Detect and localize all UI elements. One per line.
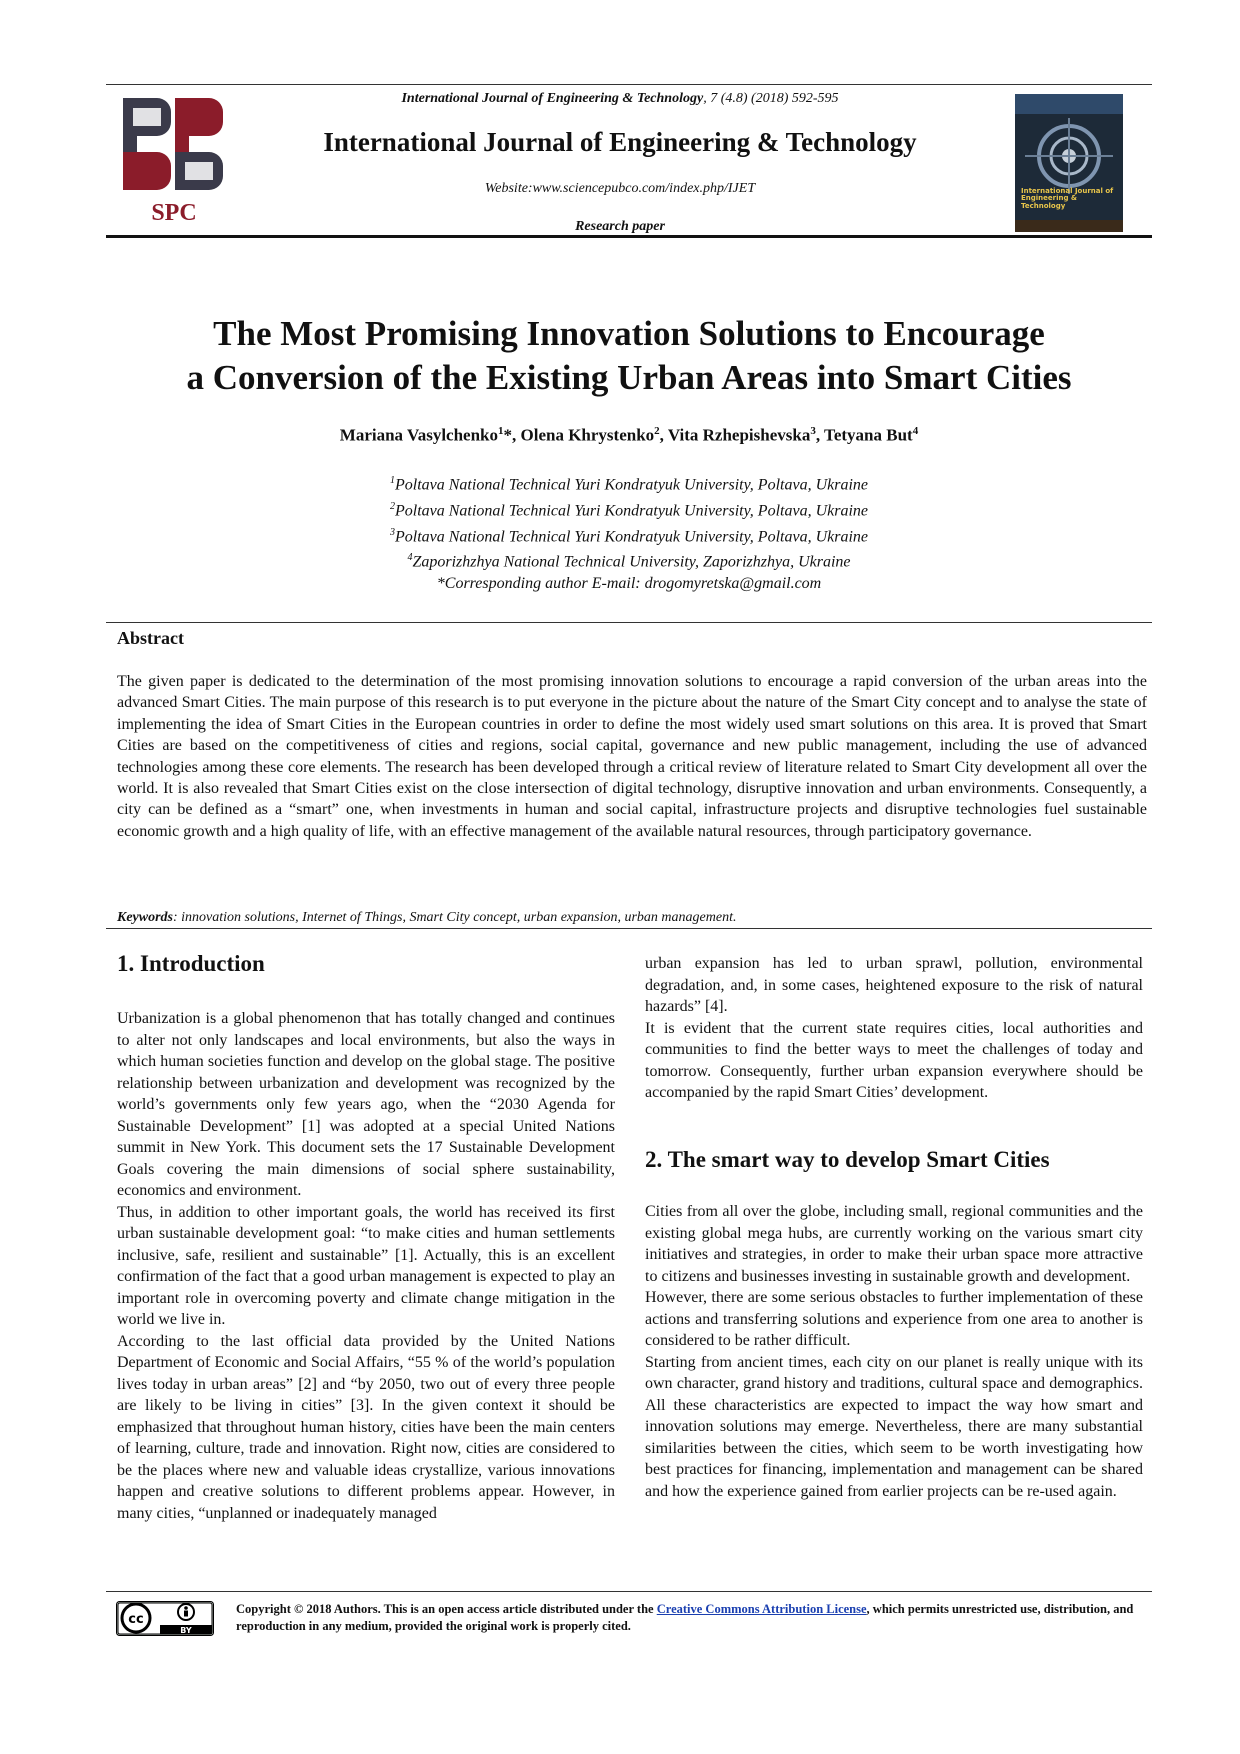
author: Olena Khrystenko xyxy=(520,425,655,445)
left-column xyxy=(117,1008,615,1524)
affiliation: $^2$Poltava National Technical Yuri Kondratyuk University, Poltava, Ukraine xyxy=(389,500,868,520)
cover-title: International Journal of Engineering & Technology xyxy=(1021,186,1114,210)
section-heading-smart-way: 2. The smart way to develop Smart Cities xyxy=(645,1147,1050,1172)
copyright-notice: Copyright © 2018 Authors. This is an open access article distributed under the Creative Commons Attribution License, which permits unrestricted use, distribution, and reproduction in any medium, provided the original work is properly cited. xyxy=(236,1602,1134,1633)
license-link[interactable]: Creative Commons Attribution License xyxy=(656,1602,867,1616)
affiliation: $^1$Poltava National Technical Yuri Kondratyuk University, Poltava, Ukraine xyxy=(389,475,868,494)
svg-text:BY: BY xyxy=(180,1626,192,1635)
journal-citation xyxy=(240,91,1000,107)
paragraph: According to the last official data provided by the United Nations Department of Economic and Social Affairs, “55 % of the world’s population lives today in urban areas” [2] and “by 2050, two out of every three people are likely to be living in cities” [3]. In the given context it should be emphasized that throughout human history, cities have been the main centers of learning, culture, trade and innovation. Right now, cities are considered to be the places where new and valuable ideas crystallize, various innovations happen and creative solutions to different problems appear. However, in many cities, “unplanned or inadequately managed xyxy=(117,1332,615,1522)
publisher-logo xyxy=(115,92,233,228)
journal-cover-image xyxy=(1015,94,1123,232)
paragraph: Cities from all over the globe, including small, regional communities and the existing global mega hubs, are currently working on the various smart city initiatives and strategies, in order to make their urban space more attractive to citizens and businesses investing in sustainable growth and development. xyxy=(645,1203,1143,1285)
citation-volume: , 7 (4.8) (2018) 592-595 xyxy=(703,91,839,106)
keywords-text: : innovation solutions, Internet of Things, Smart City concept, urban expansion, urban management. xyxy=(173,910,737,925)
keywords-rule xyxy=(106,928,1152,929)
affiliation: $^3$Poltava National Technical Yuri Kondratyuk University, Poltava, Ukraine xyxy=(389,526,868,545)
citation-journal: International Journal of Engineering & Technology xyxy=(401,91,704,106)
author-list: Mariana Vasylchenko$^1$*, Olena Khrystenko$^2$, Vita Rzhepishevska$^3$, Tetyana But$^4$ xyxy=(339,425,919,445)
right-column-top xyxy=(645,953,1143,1104)
section-heading-introduction: 1. Introduction xyxy=(117,951,265,976)
paragraph: Starting from ancient times, each city on our planet is really unique with its own character, grand history and traditions, cultural space and demographics. All these characteristics are expected to impact the way how smart and innovation solutions may emerge. Nevertheless, there are many substantial similarities between the cities, which seem to be worth investigating how best practices for financing, implementation and management can be shared and how the experience gained from earlier projects can be re-used again. xyxy=(645,1353,1143,1500)
logo-text: SPC xyxy=(151,200,197,226)
abstract-top-rule xyxy=(106,622,1152,623)
abstract-heading: Abstract xyxy=(117,628,184,648)
author: Tetyana But xyxy=(824,425,913,445)
svg-text:cc: cc xyxy=(128,1612,144,1627)
paragraph: It is evident that the current state requires cities, local authorities and communities to find the better ways to meet the challenges of today and tomorrow. Consequently, further urban expansion everywhere should be accompanied by the rapid Smart Cities’ development. xyxy=(645,1019,1143,1101)
header-top-rule xyxy=(106,84,1152,85)
title-line-2: a Conversion of the Existing Urban Areas into Smart Cities xyxy=(186,358,1072,397)
affiliation: $^4$Zaporizhzhya National Technical University, Zaporizhzhya, Ukraine xyxy=(407,552,851,571)
paragraph: Thus, in addition to other important goals, the world has received its first urban sustainable development goal: “to make cities and human settlements inclusive, safe, resilient and sustainable” [1]. Actually, this is an excellent confirmation of the fact that a good urban management is expected to play an important role in overcoming poverty and climate change mitigation in the world we live in. xyxy=(117,1203,615,1328)
footer-rule xyxy=(106,1591,1152,1592)
paper-type: Research paper xyxy=(575,219,665,234)
keywords xyxy=(117,910,1147,926)
author: Mariana Vasylchenko xyxy=(339,425,499,445)
journal-website[interactable]: Website:www.sciencepubco.com/index.php/IJET xyxy=(484,181,756,196)
header-bottom-rule xyxy=(106,235,1152,238)
paragraph: Urbanization is a global phenomenon that has totally changed and continues to alter not only landscapes and local environments, but also the ways in which human societies function and develop on the global stage. The positive relationship between urbanization and development was recognized by the world’s governments only few years ago, when the “2030 Agenda for Sustainable Development” [1] was adopted at a special United Nations summit in New York. This document sets the 17 Sustainable Development Goals covering the main dimensions of social sphere sustainability, economics and environment. xyxy=(117,1010,615,1199)
affiliation-list xyxy=(106,470,1152,595)
author: Vita Rzhepishevska xyxy=(667,425,811,445)
paragraph: However, there are some serious obstacles to further implementation of these actions and transferring solutions and experience from one area to another is considered to be rather difficult. xyxy=(645,1289,1143,1349)
right-column-section-2 xyxy=(645,1201,1143,1502)
corresponding-author: *Corresponding author E-mail: drogomyretska@gmail.com xyxy=(436,575,822,593)
title-line-1: The Most Promising Innovation Solutions to Encourage xyxy=(213,314,1045,353)
paragraph: urban expansion has led to urban sprawl, pollution, environmental degradation, and, in some cases, heightened exposure to the risk of natural hazards” [4]. xyxy=(645,955,1143,1015)
abstract-text: The given paper is dedicated to the determination of the most promising innovation solutions to encourage a rapid conversion of the urban areas into the advanced Smart Cities. The main purpose of this research is to put everyone in the picture about the nature of the Smart City concept and to analyse the state of implementing the idea of Smart Cities in the European countries in order to define the most widely used smart solutions on this area. It is proved that Smart Cities are based on the competitiveness of cities and regions, social capital, governance and new public management, including the use of advanced technologies among these core elements. The research has been developed through a critical review of literature related to Smart City development all over the world. It is also revealed that Smart Cities exist on the close intersection of digital technology, disruptive innovation and urban environments. Consequently, a city can be defined as a “smart” one, when investments in human and social capital, infrastructure projects and disruptive technologies fuel sustainable economic growth and a high quality of life, with an effective management of the available natural resources, through participatory governance. xyxy=(117,673,1147,840)
keywords-label: Keywords xyxy=(117,910,173,925)
cc-by-license-icon[interactable] xyxy=(116,1601,214,1636)
paper-title xyxy=(106,312,1152,400)
journal-name: International Journal of Engineering & Technology xyxy=(323,127,917,157)
